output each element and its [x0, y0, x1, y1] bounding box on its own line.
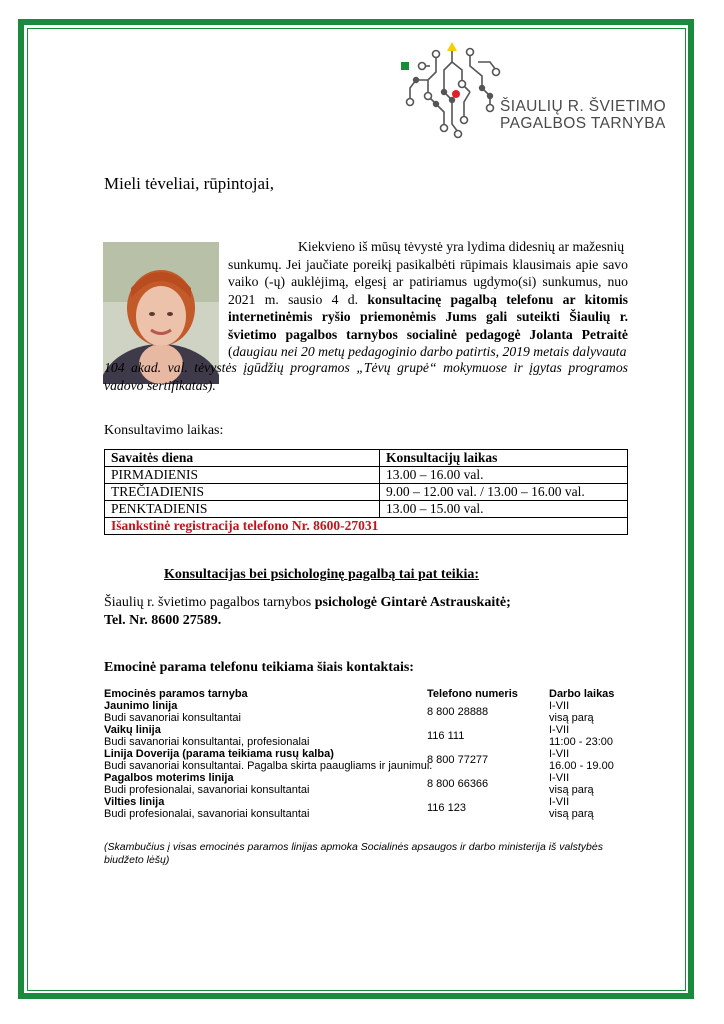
intro-paragraph: [228, 238, 628, 361]
consult-time-title: Konsultavimo laikas:: [104, 423, 224, 438]
emotional-support-list: [104, 688, 644, 820]
service-phone: 116 123: [427, 802, 466, 814]
service-name: Vilties linija: [104, 796, 165, 808]
service-hours: visą parą: [549, 808, 594, 820]
column-header: Emocinės paramos tarnyba: [104, 688, 248, 700]
organization-logo-text: [500, 98, 666, 132]
table-row: [105, 501, 628, 518]
psych-name: psichologė Gintarė Astrauskaitė;: [314, 595, 511, 610]
service-desc: Budi savanoriai konsultantai. Pagalba skirta paaugliams ir jaunimui.: [104, 760, 433, 772]
day-cell: PENKTADIENIS: [105, 501, 380, 518]
table-row: [105, 484, 628, 501]
list-item: [104, 700, 644, 724]
psych-org: Šiaulių r. švietimo pagalbos tarnybos: [104, 595, 315, 610]
list-item: [104, 724, 644, 748]
schedule-table: [104, 449, 628, 535]
intro-paren: (: [228, 344, 233, 359]
table-row: [105, 467, 628, 484]
table-header: Savaitės diena: [105, 450, 380, 467]
service-phone: 8 800 77277: [427, 754, 489, 766]
time-cell: 9.00 – 12.00 val. / 13.00 – 16.00 val.: [380, 484, 628, 501]
service-days: I-VII: [549, 700, 570, 712]
service-name: Linija Doverija (parama teikiama rusų kalba): [104, 748, 334, 760]
greeting: Mieli tėveliai, rūpintojai,: [104, 174, 274, 193]
intro-first-line: Kiekvieno iš mūsų tėvystė yra lydima didesnių ar mažesnių: [298, 239, 625, 254]
registration-row: [105, 518, 628, 535]
service-hours: visą parą: [549, 712, 594, 724]
funding-footnote: (Skambučius į visas emocinės paramos linijas apmoka Socialinės apsaugos ir darbo ministerija iš valstybės biudžeto lėšų): [104, 841, 603, 866]
logo-line-2: PAGALBOS TARNYBA: [500, 115, 666, 132]
service-days: I-VII: [549, 772, 570, 784]
service-phone: 8 800 28888: [427, 706, 489, 718]
psych-phone: Tel. Nr. 8600 27589.: [104, 613, 222, 628]
service-desc: Budi profesionalai, savanoriai konsultantai: [104, 808, 310, 820]
service-phone: 8 800 66366: [427, 778, 489, 790]
service-desc: Budi profesionalai, savanoriai konsultantai: [104, 784, 310, 796]
day-cell: PIRMADIENIS: [105, 467, 380, 484]
service-hours: 11:00 - 23:00: [549, 736, 614, 748]
intro-text: sunkumų. Jei jaučiate poreikį pasikalbėti rūpimais klausimais apie savo vaiko (-ų) auklėjimą, elgesį ar patiriamus ugdymo(si) sunkumus, nuo 2021 m. sausio 4 d.: [228, 256, 628, 307]
service-name: Vaikų linija: [104, 724, 161, 736]
day-cell: TREČIADIENIS: [105, 484, 380, 501]
list-item: [104, 748, 644, 772]
service-phone: 116 111: [427, 730, 465, 742]
service-desc: Budi savanoriai konsultantai: [104, 712, 241, 724]
column-header: Telefono numeris: [427, 688, 518, 700]
service-days: I-VII: [549, 748, 570, 760]
table-header: Konsultacijų laikas: [380, 450, 628, 467]
time-cell: 13.00 – 15.00 val.: [380, 501, 628, 518]
psych-heading: Konsultacijas bei psichologinę pagalbą tai pat teikia:: [164, 567, 480, 582]
table-header-row: [105, 450, 628, 467]
registration-notice: Išankstinė registracija telefono Nr. 8600-27031: [105, 518, 628, 535]
column-header: Darbo laikas: [549, 688, 615, 700]
service-hours: 16.00 - 19.00: [549, 760, 614, 772]
service-desc: Budi savanoriai konsultantai, profesionalai: [104, 736, 310, 748]
service-name: Jaunimo linija: [104, 700, 178, 712]
service-days: I-VII: [549, 796, 570, 808]
list-header: [104, 688, 644, 700]
list-item: [104, 772, 644, 796]
intro-italic-continuation: 104 akad. val. tėvystės įgūdžių programos „Tėvų grupė“ mokymuose ir įgytas programos vadovo sertifikatas).: [104, 360, 628, 393]
emotional-heading: Emocinė parama telefonu teikiama šiais kontaktais:: [104, 660, 414, 675]
psych-contact: [104, 594, 511, 630]
list-item: [104, 796, 644, 820]
service-hours: visą parą: [549, 784, 594, 796]
time-cell: 13.00 – 16.00 val.: [380, 467, 628, 484]
service-days: I-VII: [549, 724, 570, 736]
intro-italic-text: daugiau nei 20 metų pedagoginio darbo patirtis, 2019 metais dalyvauta: [232, 344, 627, 359]
service-name: Pagalbos moterims linija: [104, 772, 234, 784]
logo-line-1: ŠIAULIŲ R. ŠVIETIMO: [500, 98, 667, 115]
intro-bold-text: konsultacinę pagalbą telefonu ar kitomis internetinėmis ryšio priemonėmis Jums gali suteikti Šiaulių r. švietimo pagalbos tarnybos socialinė pedagogė Jolanta Petraitė: [228, 291, 628, 342]
